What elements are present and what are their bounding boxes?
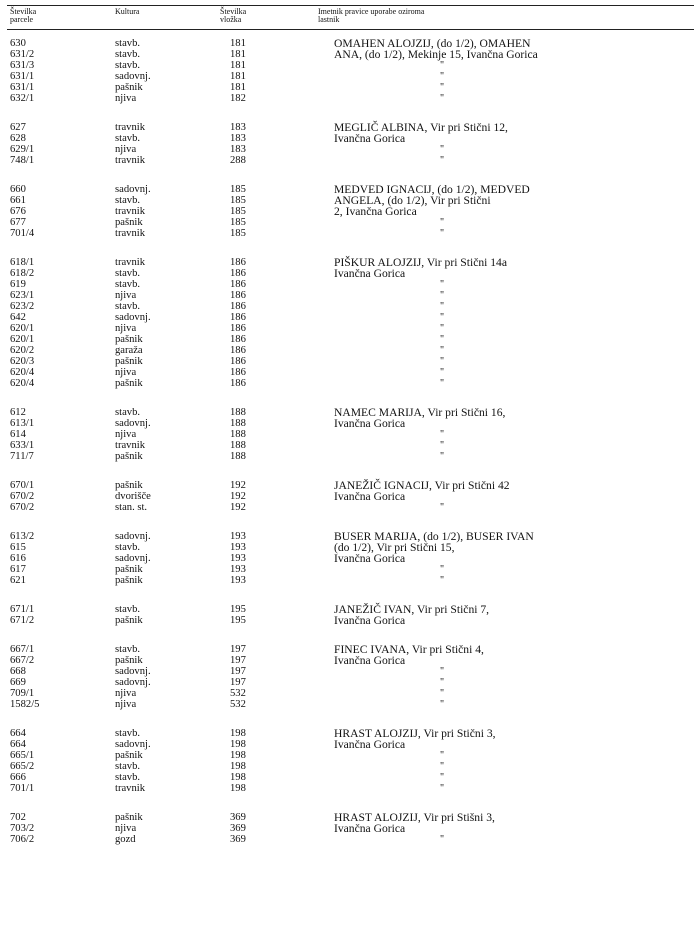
parcel-number-cell: 709/1 xyxy=(10,688,35,699)
culture-cell: njiva xyxy=(115,688,137,699)
owner-cell: " xyxy=(440,312,445,323)
parcel-number-cell: 661 xyxy=(10,195,26,206)
culture-cell: stavb. xyxy=(115,301,141,312)
table-row xyxy=(0,49,700,60)
entry-number-cell: 288 xyxy=(230,155,246,166)
entry-number-cell: 181 xyxy=(230,49,246,60)
owner-cell: " xyxy=(440,564,445,575)
culture-cell: pašnik xyxy=(115,655,143,666)
table-row xyxy=(0,144,700,155)
parcel-number-cell: 623/1 xyxy=(10,290,35,301)
owner-cell: " xyxy=(440,502,445,513)
table-row xyxy=(0,688,700,699)
parcel-number-cell: 664 xyxy=(10,739,26,750)
owner-cell: " xyxy=(440,345,445,356)
culture-cell: sadovnj. xyxy=(115,677,151,688)
entry-number-cell: 197 xyxy=(230,677,246,688)
culture-cell: njiva xyxy=(115,93,137,104)
entry-number-cell: 185 xyxy=(230,217,246,228)
owner-cell: Ivančna Gorica xyxy=(334,738,406,751)
table-row xyxy=(0,290,700,301)
culture-cell: sadovnj. xyxy=(115,312,151,323)
culture-cell: stavb. xyxy=(115,604,141,615)
parcel-number-cell: 616 xyxy=(10,553,26,564)
entry-number-cell: 198 xyxy=(230,750,246,761)
culture-cell: stavb. xyxy=(115,761,141,772)
table-row xyxy=(0,677,700,688)
entry-number-cell: 185 xyxy=(230,195,246,206)
parcel-number-cell: 642 xyxy=(10,312,26,323)
parcel-number-cell: 620/4 xyxy=(10,367,35,378)
entry-number-cell: 198 xyxy=(230,783,246,794)
parcel-number-cell: 701/1 xyxy=(10,783,35,794)
parcel-number-cell: 613/1 xyxy=(10,418,35,429)
entry-number-cell: 188 xyxy=(230,407,246,418)
parcel-number-cell: 667/2 xyxy=(10,655,35,666)
culture-cell: stan. st. xyxy=(115,502,148,513)
owner-cell: " xyxy=(440,451,445,462)
owner-cell: " xyxy=(440,217,445,228)
entry-number-cell: 186 xyxy=(230,257,246,268)
entry-number-cell: 198 xyxy=(230,728,246,739)
entry-number-cell: 532 xyxy=(230,688,246,699)
entry-number-cell: 193 xyxy=(230,564,246,575)
parcel-number-cell: 618/2 xyxy=(10,268,35,279)
culture-cell: sadovnj. xyxy=(115,531,151,542)
entry-number-cell: 198 xyxy=(230,772,246,783)
entry-number-cell: 192 xyxy=(230,480,246,491)
parcel-number-cell: 668 xyxy=(10,666,26,677)
owner-group xyxy=(0,480,700,513)
parcel-number-cell: 664 xyxy=(10,728,26,739)
table-row xyxy=(0,564,700,575)
parcel-number-cell: 666 xyxy=(10,772,26,783)
parcel-table-body xyxy=(0,38,700,863)
parcel-number-cell: 631/3 xyxy=(10,60,35,71)
owner-group xyxy=(0,604,700,626)
culture-cell: pašnik xyxy=(115,575,143,586)
table-row xyxy=(0,451,700,462)
entry-number-cell: 185 xyxy=(230,228,246,239)
entry-number-cell: 183 xyxy=(230,133,246,144)
entry-number-cell: 182 xyxy=(230,93,246,104)
owner-cell: MEGLIČ ALBINA, Vir pri Stični 12, xyxy=(334,121,508,134)
owner-cell: ANA, (do 1/2), Mekinje 15, Ivančna Gorica xyxy=(334,48,538,61)
parcel-number-cell: 619 xyxy=(10,279,26,290)
owner-cell: " xyxy=(440,144,445,155)
entry-number-cell: 181 xyxy=(230,71,246,82)
culture-cell: pašnik xyxy=(115,356,143,367)
entry-number-cell: 185 xyxy=(230,184,246,195)
entry-number-cell: 197 xyxy=(230,655,246,666)
table-row xyxy=(0,356,700,367)
owner-cell: Ivančna Gorica xyxy=(334,132,406,145)
parcel-number-cell: 676 xyxy=(10,206,26,217)
owner-cell: (do 1/2), Vir pri Stični 15, xyxy=(334,541,455,554)
parcel-number-cell: 1582/5 xyxy=(10,699,40,710)
owner-group xyxy=(0,257,700,389)
culture-cell: pašnik xyxy=(115,812,143,823)
owner-group xyxy=(0,122,700,166)
parcel-number-cell: 669 xyxy=(10,677,26,688)
entry-number-cell: 193 xyxy=(230,553,246,564)
owner-cell: " xyxy=(440,71,445,82)
owner-cell: PIŠKUR ALOJZIJ, Vir pri Stični 14a xyxy=(334,256,507,269)
owner-group xyxy=(0,644,700,710)
entry-number-cell: 186 xyxy=(230,301,246,312)
culture-cell: njiva xyxy=(115,699,137,710)
owner-cell: " xyxy=(440,279,445,290)
owner-cell: " xyxy=(440,356,445,367)
entry-number-cell: 186 xyxy=(230,334,246,345)
culture-cell: stavb. xyxy=(115,542,141,553)
table-row xyxy=(0,228,700,239)
table-row xyxy=(0,312,700,323)
entry-number-cell: 193 xyxy=(230,542,246,553)
table-row xyxy=(0,71,700,82)
entry-number-cell: 186 xyxy=(230,356,246,367)
table-row xyxy=(0,133,700,144)
table-row xyxy=(0,217,700,228)
table-row xyxy=(0,772,700,783)
header-culture: Kultura xyxy=(115,7,140,16)
table-row xyxy=(0,699,700,710)
culture-cell: travnik xyxy=(115,122,146,133)
owner-cell: " xyxy=(440,688,445,699)
owner-group xyxy=(0,38,700,104)
table-row xyxy=(0,834,700,845)
parcel-number-cell: 620/4 xyxy=(10,378,35,389)
owner-cell: BUSER MARIJA, (do 1/2), BUSER IVAN xyxy=(334,530,534,543)
parcel-number-cell: 620/2 xyxy=(10,345,35,356)
owner-cell: " xyxy=(440,677,445,688)
owner-cell: FINEC IVANA, Vir pri Stični 4, xyxy=(334,643,484,656)
table-row xyxy=(0,655,700,666)
table-row xyxy=(0,823,700,834)
owner-cell: " xyxy=(440,367,445,378)
entry-number-cell: 369 xyxy=(230,812,246,823)
parcel-number-cell: 618/1 xyxy=(10,257,35,268)
table-row xyxy=(0,82,700,93)
owner-cell: Ivančna Gorica xyxy=(334,552,406,565)
table-row xyxy=(0,301,700,312)
owner-cell: Ivančna Gorica xyxy=(334,417,406,430)
table-row xyxy=(0,429,700,440)
entry-number-cell: 186 xyxy=(230,345,246,356)
owner-cell: " xyxy=(440,60,445,71)
culture-cell: sadovnj. xyxy=(115,666,151,677)
culture-cell: pašnik xyxy=(115,334,143,345)
parcel-number-cell: 631/1 xyxy=(10,82,35,93)
entry-number-cell: 195 xyxy=(230,615,246,626)
table-row xyxy=(0,502,700,513)
entry-number-cell: 198 xyxy=(230,739,246,750)
table-row xyxy=(0,334,700,345)
parcel-number-cell: 706/2 xyxy=(10,834,35,845)
parcel-number-cell: 630 xyxy=(10,38,26,49)
culture-cell: njiva xyxy=(115,429,137,440)
parcel-number-cell: 628 xyxy=(10,133,26,144)
culture-cell: stavb. xyxy=(115,38,141,49)
culture-cell: pašnik xyxy=(115,82,143,93)
owner-cell: JANEŽIČ IVAN, Vir pri Stični 7, xyxy=(334,603,490,616)
table-row xyxy=(0,750,700,761)
culture-cell: travnik xyxy=(115,228,146,239)
header-owner: Imetnik pravice uporabe oziroma lastnik xyxy=(318,7,425,24)
parcel-number-cell: 631/2 xyxy=(10,49,35,60)
entry-number-cell: 192 xyxy=(230,502,246,513)
owner-group xyxy=(0,184,700,239)
culture-cell: njiva xyxy=(115,144,137,155)
table-row xyxy=(0,60,700,71)
entry-number-cell: 195 xyxy=(230,604,246,615)
culture-cell: garaža xyxy=(115,345,143,356)
culture-cell: njiva xyxy=(115,290,137,301)
header-entry-number: Številka vložka xyxy=(220,7,247,24)
owner-group xyxy=(0,812,700,845)
entry-number-cell: 181 xyxy=(230,82,246,93)
culture-cell: stavb. xyxy=(115,268,141,279)
owner-cell: " xyxy=(440,440,445,451)
entry-number-cell: 181 xyxy=(230,60,246,71)
owner-cell: Ivančna Gorica xyxy=(334,822,406,835)
table-row xyxy=(0,440,700,451)
entry-number-cell: 532 xyxy=(230,699,246,710)
owner-cell: " xyxy=(440,228,445,239)
culture-cell: pašnik xyxy=(115,217,143,228)
owner-cell: " xyxy=(440,323,445,334)
parcel-number-cell: 667/1 xyxy=(10,644,35,655)
culture-cell: travnik xyxy=(115,257,146,268)
owner-cell: " xyxy=(440,575,445,586)
culture-cell: sadovnj. xyxy=(115,184,151,195)
culture-cell: sadovnj. xyxy=(115,418,151,429)
culture-cell: sadovnj. xyxy=(115,739,151,750)
table-row xyxy=(0,761,700,772)
owner-cell: " xyxy=(440,155,445,166)
entry-number-cell: 198 xyxy=(230,761,246,772)
parcel-number-cell: 620/1 xyxy=(10,323,35,334)
parcel-number-cell: 665/1 xyxy=(10,750,35,761)
owner-cell: HRAST ALOJZIJ, Vir pri Stišni 3, xyxy=(334,811,495,824)
parcel-number-cell: 665/2 xyxy=(10,761,35,772)
owner-cell: " xyxy=(440,334,445,345)
owner-cell: " xyxy=(440,783,445,794)
entry-number-cell: 185 xyxy=(230,206,246,217)
owner-cell: " xyxy=(440,750,445,761)
culture-cell: travnik xyxy=(115,783,146,794)
table-row xyxy=(0,268,700,279)
culture-cell: travnik xyxy=(115,155,146,166)
owner-cell: " xyxy=(440,301,445,312)
parcel-number-cell: 620/3 xyxy=(10,356,35,367)
parcel-number-cell: 677 xyxy=(10,217,26,228)
header-parcel-number: Številka parcele xyxy=(10,7,37,24)
owner-cell: " xyxy=(440,378,445,389)
entry-number-cell: 369 xyxy=(230,823,246,834)
table-row xyxy=(0,155,700,166)
table-row xyxy=(0,418,700,429)
parcel-number-cell: 614 xyxy=(10,429,26,440)
parcel-number-cell: 615 xyxy=(10,542,26,553)
parcel-number-cell: 620/1 xyxy=(10,334,35,345)
entry-number-cell: 369 xyxy=(230,834,246,845)
table-row xyxy=(0,323,700,334)
parcel-number-cell: 671/2 xyxy=(10,615,35,626)
parcel-number-cell: 702 xyxy=(10,812,26,823)
entry-number-cell: 188 xyxy=(230,418,246,429)
culture-cell: pašnik xyxy=(115,750,143,761)
parcel-number-cell: 632/1 xyxy=(10,93,35,104)
entry-number-cell: 188 xyxy=(230,451,246,462)
owner-cell: JANEŽIČ IGNACIJ, Vir pri Stični 42 xyxy=(334,479,510,492)
entry-number-cell: 188 xyxy=(230,429,246,440)
owner-cell: Ivančna Gorica xyxy=(334,654,406,667)
parcel-number-cell: 631/1 xyxy=(10,71,35,82)
culture-cell: njiva xyxy=(115,323,137,334)
owner-cell: Ivančna Gorica xyxy=(334,614,406,627)
culture-cell: stavb. xyxy=(115,133,141,144)
owner-cell: 2, Ivančna Gorica xyxy=(334,205,417,218)
table-row xyxy=(0,93,700,104)
culture-cell: gozd xyxy=(115,834,136,845)
table-row xyxy=(0,367,700,378)
entry-number-cell: 186 xyxy=(230,290,246,301)
header-bottom-rule xyxy=(7,29,694,30)
parcel-number-cell: 627 xyxy=(10,122,26,133)
culture-cell: stavb. xyxy=(115,407,141,418)
culture-cell: stavb. xyxy=(115,60,141,71)
entry-number-cell: 193 xyxy=(230,531,246,542)
culture-cell: stavb. xyxy=(115,644,141,655)
entry-number-cell: 192 xyxy=(230,491,246,502)
culture-cell: stavb. xyxy=(115,49,141,60)
owner-cell: " xyxy=(440,772,445,783)
table-row xyxy=(0,575,700,586)
table-row xyxy=(0,345,700,356)
table-row xyxy=(0,739,700,750)
parcel-number-cell: 660 xyxy=(10,184,26,195)
table-row xyxy=(0,553,700,564)
parcel-number-cell: 633/1 xyxy=(10,440,35,451)
parcel-number-cell: 613/2 xyxy=(10,531,35,542)
table-row xyxy=(0,783,700,794)
entry-number-cell: 183 xyxy=(230,144,246,155)
culture-cell: sadovnj. xyxy=(115,553,151,564)
owner-cell: " xyxy=(440,699,445,710)
culture-cell: stavb. xyxy=(115,728,141,739)
parcel-number-cell: 623/2 xyxy=(10,301,35,312)
owner-cell: " xyxy=(440,761,445,772)
culture-cell: stavb. xyxy=(115,279,141,290)
parcel-number-cell: 629/1 xyxy=(10,144,35,155)
parcel-number-cell: 621 xyxy=(10,575,26,586)
parcel-number-cell: 612 xyxy=(10,407,26,418)
culture-cell: travnik xyxy=(115,206,146,217)
culture-cell: pašnik xyxy=(115,451,143,462)
parcel-number-cell: 617 xyxy=(10,564,26,575)
owner-cell: Ivančna Gorica xyxy=(334,267,406,280)
table-row xyxy=(0,491,700,502)
culture-cell: dvorišče xyxy=(115,491,151,502)
culture-cell: travnik xyxy=(115,440,146,451)
culture-cell: stavb. xyxy=(115,195,141,206)
owner-group xyxy=(0,531,700,586)
owner-cell: ANGELA, (do 1/2), Vir pri Stični xyxy=(334,194,491,207)
parcel-number-cell: 671/1 xyxy=(10,604,35,615)
entry-number-cell: 193 xyxy=(230,575,246,586)
parcel-number-cell: 670/2 xyxy=(10,502,35,513)
entry-number-cell: 181 xyxy=(230,38,246,49)
owner-cell: " xyxy=(440,82,445,93)
culture-cell: stavb. xyxy=(115,772,141,783)
owner-group xyxy=(0,407,700,462)
owner-cell: MEDVED IGNACIJ, (do 1/2), MEDVED xyxy=(334,183,530,196)
entry-number-cell: 186 xyxy=(230,268,246,279)
table-row xyxy=(0,378,700,389)
table-row xyxy=(0,206,700,217)
entry-number-cell: 186 xyxy=(230,312,246,323)
owner-cell: " xyxy=(440,429,445,440)
parcel-number-cell: 711/7 xyxy=(10,451,34,462)
owner-cell: NAMEC MARIJA, Vir pri Stični 16, xyxy=(334,406,506,419)
culture-cell: pašnik xyxy=(115,378,143,389)
culture-cell: njiva xyxy=(115,367,137,378)
entry-number-cell: 197 xyxy=(230,666,246,677)
parcel-number-cell: 670/2 xyxy=(10,491,35,502)
culture-cell: sadovnj. xyxy=(115,71,151,82)
entry-number-cell: 186 xyxy=(230,323,246,334)
owner-cell: HRAST ALOJZIJ, Vir pri Stični 3, xyxy=(334,727,496,740)
parcel-number-cell: 670/1 xyxy=(10,480,35,491)
entry-number-cell: 183 xyxy=(230,122,246,133)
owner-cell: " xyxy=(440,666,445,677)
table-row xyxy=(0,279,700,290)
owner-cell: Ivančna Gorica xyxy=(334,490,406,503)
entry-number-cell: 186 xyxy=(230,279,246,290)
culture-cell: pašnik xyxy=(115,480,143,491)
header-top-rule xyxy=(7,5,694,6)
entry-number-cell: 197 xyxy=(230,644,246,655)
owner-cell: OMAHEN ALOJZIJ, (do 1/2), OMAHEN xyxy=(334,37,531,50)
owner-group xyxy=(0,728,700,794)
culture-cell: pašnik xyxy=(115,564,143,575)
culture-cell: njiva xyxy=(115,823,137,834)
table-row xyxy=(0,666,700,677)
parcel-number-cell: 701/4 xyxy=(10,228,35,239)
entry-number-cell: 186 xyxy=(230,367,246,378)
entry-number-cell: 186 xyxy=(230,378,246,389)
owner-cell: " xyxy=(440,93,445,104)
parcel-number-cell: 703/2 xyxy=(10,823,35,834)
parcel-number-cell: 748/1 xyxy=(10,155,35,166)
culture-cell: pašnik xyxy=(115,615,143,626)
entry-number-cell: 188 xyxy=(230,440,246,451)
owner-cell: " xyxy=(440,290,445,301)
owner-cell: " xyxy=(440,834,445,845)
table-row xyxy=(0,615,700,626)
